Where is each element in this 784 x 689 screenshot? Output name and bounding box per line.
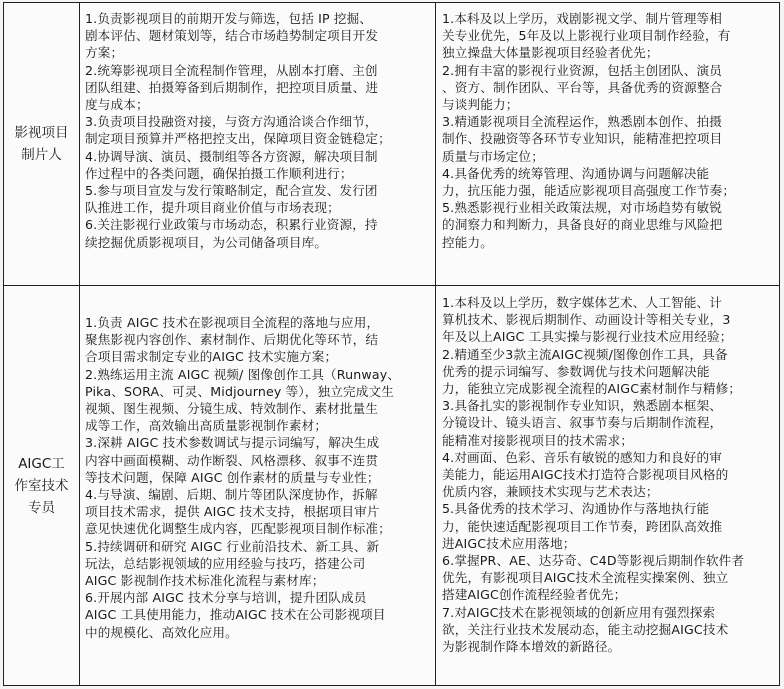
requirement-line: 制作、投融资等各环节专业知识，能精准把控项目 [442, 131, 723, 147]
requirement-line: 独立操盘大体量影视项目经验者优先； [442, 45, 659, 61]
requirement-line: 控能力。 [442, 234, 493, 250]
duties-cell [80, 3, 436, 285]
duty-line: 1.负责影视项目的前期开发与筛选，包括 IP 挖掘、 [85, 11, 373, 26]
requirement-line: 5.熟悉影视行业相关政策法规，对市场趋势有敏锐 [442, 200, 722, 216]
requirement-line: 2.精通至少3款主流AIGC视频/图像创作工具，具备 [442, 346, 728, 362]
duty-line: 4.协调导演、演员、摄制组等各方资源，解决项目制 [85, 148, 378, 164]
duty-line: 4.与导演、编剧、后期、制片等团队深度协作，拆解 [85, 487, 378, 503]
requirement-line: 力，能独立完成影视全流程的AIGC素材制作与精修； [442, 381, 742, 397]
duty-line: 5.参与项目宣发与发行策略制定，配合宣发、发行团 [85, 183, 378, 199]
requirement-line: 算机技术、影视后期制作、动画设计等相关专业，3 [442, 312, 731, 328]
requirement-line: 优秀的提示词编写、参数调优与技术问题解决能 [442, 363, 710, 379]
duty-line: 等技术问题，保障 AIGC 创作素材的质量与专业性； [85, 469, 380, 485]
requirement-line: 优质内容，兼顾技术实现与艺术表达； [442, 484, 659, 500]
requirement-line: 4.对画面、色彩、音乐有敏锐的感知力和良好的审 [442, 449, 722, 465]
requirement-line: 与谈判能力； [442, 97, 519, 113]
requirement-line: 3.具备扎实的影视制作专业知识，熟悉剧本框架、 [442, 398, 722, 414]
duty-line: AIGC 影视制作技术标准化流程与素材库； [85, 573, 325, 589]
requirement-line: 年及以上AIGC 工具实操与影视行业技术应用经验； [442, 329, 733, 345]
duty-line: 制定项目预算并严格把控支出，保障项目资金链稳定； [85, 131, 391, 147]
requirement-line: 美能力，能运用AIGC技术打造符合影视项目风格的 [442, 467, 729, 483]
requirements-list [436, 3, 779, 251]
duty-line: 玩法，总结影视领域的应用经验与技巧，搭建公司 [85, 555, 366, 571]
job-table [3, 2, 780, 686]
requirement-line: 能精准对接影视项目的技术需求； [442, 432, 634, 448]
duties-list [80, 286, 435, 641]
requirement-line: 力，能快速适配影视项目工作节奏，跨团队高效推 [442, 518, 723, 534]
duty-line: AIGC 工具使用能力，推动AIGC 技术在公司影视项目 [85, 607, 386, 623]
requirement-line: 、资方、制作团队、平台等，具备优秀的资源整合 [442, 79, 723, 95]
requirements-list [436, 286, 779, 655]
requirement-line: 分镜设计、镜头语言、叙事节奏与后期制作流程， [442, 415, 723, 431]
requirement-line: 1.本科及以上学历，戏剧影视文学、制片管理等相 [442, 11, 722, 26]
requirement-line: 欲，关注行业技术发展动态，能主动挖掘AIGC技术 [442, 621, 729, 637]
requirement-line: 6.掌握PR、AE、达芬奇、C4D等影视后期制作软件者 [442, 553, 745, 569]
duty-line: 作过程中的各类问题，确保拍摄工作顺利进行； [85, 165, 353, 181]
duty-line: 项目技术需求，提供 AIGC 技术支持，根据项目审片 [85, 504, 380, 520]
requirement-line: 2.拥有丰富的影视行业资源，包括主创团队、演员 [442, 62, 722, 78]
duty-line: 1.负责 AIGC 技术在影视项目全流程的落地与应用， [85, 315, 380, 330]
duty-line: 中的规模化、高效化应用。 [85, 624, 238, 640]
requirement-line: 进AIGC技术应用落地； [442, 535, 576, 551]
requirement-line: 搭建AIGC创作流程经验者优先； [442, 587, 627, 603]
duty-line: 6.关注影视行业政策与市场动态，积累行业资源，持 [85, 217, 378, 233]
duty-line: 3.负责项目投融资对接，与资方沟通洽谈合作细节， [85, 114, 378, 130]
position-title: 影视项目制片人 [14, 125, 69, 163]
requirements-cell [436, 3, 779, 285]
duty-line: 方案； [85, 45, 124, 61]
duty-line: 成等工作，高效输出高质量影视制作素材； [85, 418, 328, 434]
requirement-line: 力，抗压能力强，能适应影视项目高强度工作节奏； [442, 183, 736, 199]
requirement-line: 优先，有影视项目AIGC技术全流程实操案例、独立 [442, 570, 729, 586]
duty-line: 3.深耕 AIGC 技术参数调试与提示词编写，解决生成 [85, 435, 380, 451]
duties-cell [80, 286, 436, 685]
duty-line: 度与成本； [85, 97, 149, 113]
requirements-cell [436, 286, 779, 685]
requirement-line: 4.具备优秀的统筹管理、沟通协调与问题解决能 [442, 165, 710, 181]
requirement-line: 3.精通影视项目全流程运作，熟悉剧本创作、拍摄 [442, 114, 722, 130]
duty-line: 剧本评估、题材策划等，结合市场趋势制定项目开发 [85, 28, 379, 44]
duty-line: 合项目需求制定专业的AIGC 技术实施方案； [85, 349, 338, 365]
requirement-line: 5.具备优秀的技术学习、沟通协作与落地执行能 [442, 501, 710, 517]
duty-line: 队推进工作，提升项目商业价值与市场表现； [85, 200, 340, 216]
duty-line: 内容中画面模糊、动作断裂、风格漂移、叙事不连贯 [85, 452, 379, 468]
duty-line: 团队组建、拍摄筹备到后期制作，把控项目质量、进 [85, 79, 379, 95]
requirement-line: 关专业优先，5年及以上影视行业项目制作经验，有 [442, 28, 731, 44]
requirement-line: 质量与市场定位； [442, 148, 544, 164]
position-title-cell [4, 3, 80, 285]
position-title-cell [4, 286, 80, 685]
duty-line: Pika、SORA、可灵、Midjourney 等），独立完成文生 [85, 383, 395, 399]
table-row-producer [4, 3, 779, 286]
duty-line: 2.统筹影视项目全流程制作管理，从剧本打磨、主创 [85, 62, 378, 78]
requirement-line: 7.对AIGC技术在影视领域的创新应用有强烈探索 [442, 604, 716, 620]
requirement-line: 1.本科及以上学历，数字媒体艺术、人工智能、计 [442, 295, 722, 310]
requirement-line: 的洞察力和判断力，具备良好的商业思维与风险把 [442, 217, 723, 233]
duty-line: 续挖掘优质影视项目，为公司储备项目库。 [85, 234, 328, 250]
duty-line: 2.熟练运用主流 AIGC 视频/ 图像创作工具（Runway、 [85, 366, 401, 382]
duty-line: 意见快速优化调整生成内容，匹配影视项目制作标准； [85, 521, 391, 537]
requirement-line: 为影视制作降本增效的新路径。 [442, 639, 621, 655]
duties-list [80, 3, 435, 251]
duty-line: 视频、图生视频、分镜生成、特效制作、素材批量生 [85, 401, 379, 417]
duty-line: 6.开展内部 AIGC 技术分享与培训，提升团队成员 [85, 590, 367, 606]
table-row-aigc-specialist [4, 286, 779, 685]
duty-line: 聚焦影视内容创作、素材制作、后期优化等环节，结 [85, 332, 379, 348]
duty-line: 5.持续调研和研究 AIGC 行业前沿技术、新工具、新 [85, 538, 380, 554]
position-title: AIGC工作室技术专员 [14, 455, 69, 516]
